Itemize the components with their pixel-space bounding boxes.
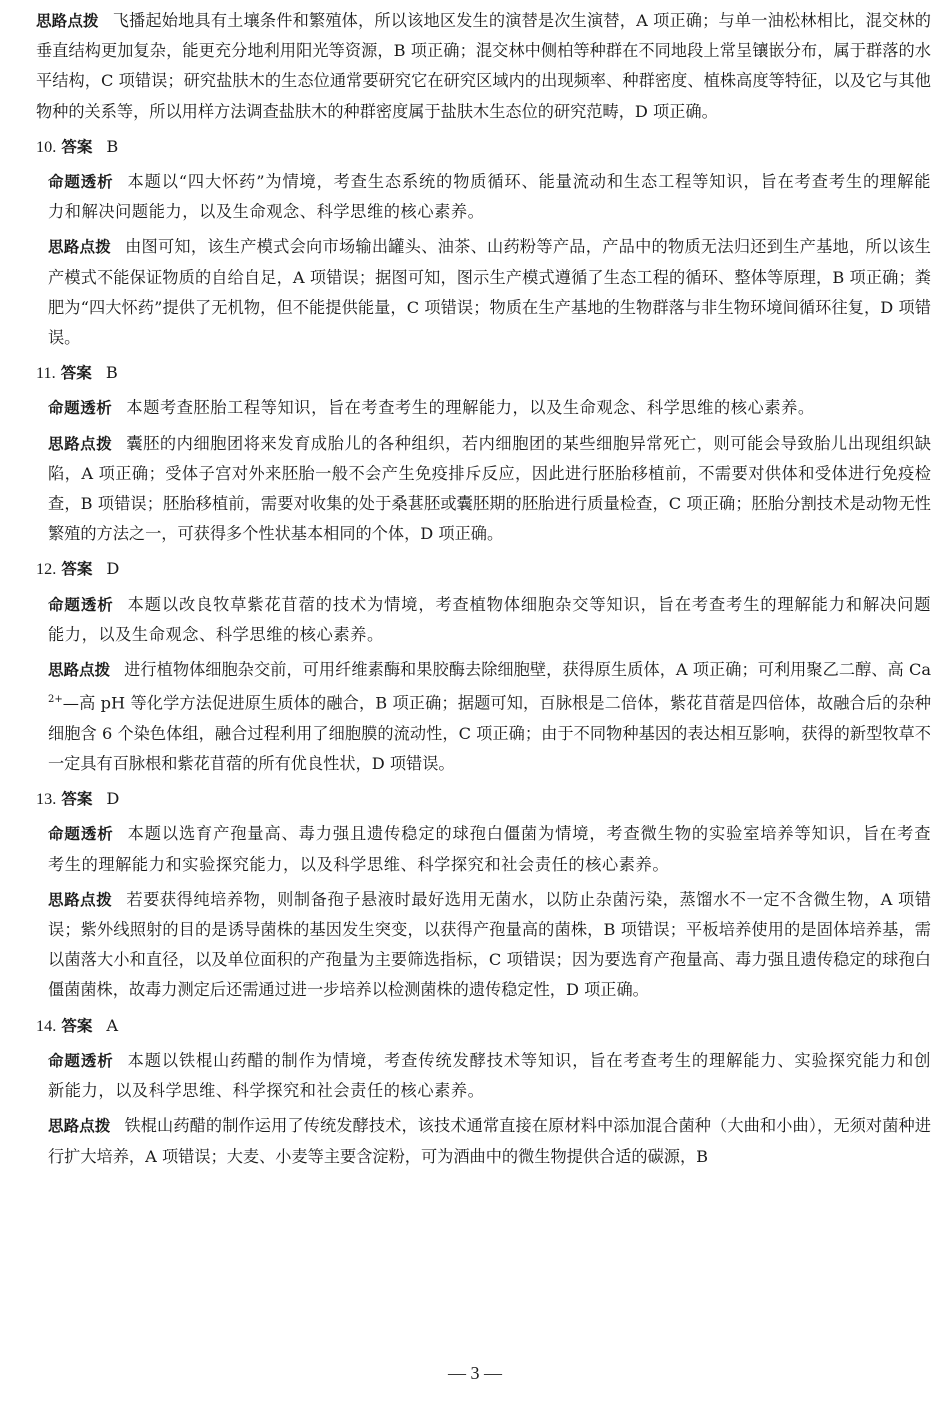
intro-text: 本题以“四大怀药”为情境，考查生态系统的物质循环、能量流动和生态工程等知识，旨在考查考生的理解能力和解决问题能力，以及生命观念、科学思维的核心素养。 [48,172,931,222]
intro-paragraph [36,1046,931,1106]
hint-text-part-a: 进行植物体细胞杂交前，可用纤维素酶和果胶酶去除细胞壁，获得原生质体，A 项正确；可利用聚乙二醇、高 Ca [124,660,931,680]
answer-label: 答案 [61,137,93,156]
question-number: 14. [36,1016,57,1035]
question-number: 12. [36,560,57,579]
hint-text: 若要获得纯培养物，则制备孢子悬液时最好选用无菌水，以防止杂菌污染，蒸馏水不一定不含微生物，A 项错误；紫外线照射的目的是诱导菌株的基因发生突变，以获得产孢量高的菌株，B 项错误；平板培养使用的是固体培养基，需以菌落大小和直径，以及单位面积的产孢量为主要筛选指标，C 项错误；因为要选育产孢量高、毒力强且遗传稳定的球孢白僵菌菌株，故毒力测定后还需通过进一步培养以检测菌株的遗传稳定性，D 项正确。 [48,889,931,1000]
intro-text: 本题以铁棍山药醋的制作为情境，考查传统发酵技术等知识，旨在考查考生的理解能力、实验探究能力和创新能力，以及科学思维、科学探究和社会责任的核心素养。 [48,1050,931,1101]
intro-paragraph [36,167,931,227]
question-number: 13. [36,790,57,809]
answer-label: 答案 [60,364,92,383]
answer-label: 答案 [61,1016,93,1035]
intro-label: 命题透析 [48,1051,114,1070]
page-number: — 3 — [448,1363,502,1383]
answer-label: 答案 [61,790,93,809]
answer-line [36,358,931,388]
hint-paragraph [36,885,931,1006]
intro-label: 命题透析 [48,825,114,844]
intro-label: 命题透析 [48,173,114,192]
hint-label: 思路点拨 [48,661,111,680]
question-number: 11. [36,364,56,383]
intro-paragraph [36,590,931,650]
hint-text-part-b: —高 pH 等化学方法促进原生质体的融合，B 项正确；据题可知，百脉根是二倍体，紫花苜蓿是四倍体，故融合后的杂种细胞含 6 个染色体组，融合过程利用了细胞膜的流动性，C 项正确；由于不同物种基因的表达相互影响，获得的新型牧草不一定具有百脉根和紫花苜蓿的所有优良性状，D 项错误。 [48,693,931,774]
answer-value: D [106,559,120,579]
answer-value: B [105,363,118,383]
answer-line [36,132,931,162]
document-page [36,6,931,1177]
hint-text: 囊胚的内细胞团将来发育成胎儿的各种组织，若内细胞团的某些细胞异常死亡，则可能会导致胎儿出现组织缺陷，A 项正确；受体子宫对外来胚胎一般不会产生免疫排斥反应，因此进行胚胎移植前，不需要对供体和受体进行免疫检查，B 项错误；胚胎移植前，需要对收集的处于桑葚胚或囊胚期的胚胎进行质量检查，C 项正确；胚胎分割技术是动物无性繁殖的方法之一，可获得多个性状基本相同的个体，D 项正确。 [48,433,931,544]
hint-paragraph [36,1111,931,1171]
hint-label: 思路点拨 [36,12,99,30]
question-number: 10. [36,137,57,156]
hint-paragraph [36,655,931,779]
hint-paragraph [36,232,931,353]
hint-label: 思路点拨 [48,890,113,909]
intro-text: 本题考查胚胎工程等知识，旨在考查考生的理解能力，以及生命观念、科学思维的核心素养。 [126,398,815,418]
answer-label: 答案 [61,560,93,579]
intro-label: 命题透析 [48,399,113,418]
hint-paragraph [36,429,931,550]
answer-value: A [106,1015,119,1035]
intro-text: 本题以改良牧草紫花苜蓿的技术为情境，考查植物体细胞杂交等知识，旨在考查考生的理解能力和解决问题能力，以及生命观念、科学思维的核心素养。 [48,594,931,644]
hint-label: 思路点拨 [48,238,112,257]
intro-text: 本题以选育产孢量高、毒力强且遗传稳定的球孢白僵菌为情境，考查微生物的实验室培养等知识，旨在考查考生的理解能力和实验探究能力，以及科学思维、科学探究和社会责任的核心素养。 [48,824,931,874]
hint-label: 思路点拨 [48,1117,111,1136]
superscript-charge: 2+ [48,694,63,706]
intro-label: 命题透析 [48,595,114,614]
intro-paragraph [36,393,931,423]
answer-value: B [106,136,119,156]
hint-text: 由图可知，该生产模式会向市场输出罐头、油茶、山药粉等产品，产品中的物质无法归还到生产基地，所以该生产模式不能保证物质的自给自足，A 项错误；据图可知，图示生产模式遵循了生态工程的循环、整体等原理，B 项正确；粪肥为“四大怀药”提供了无机物，但不能提供能量，C 项错误；物质在生产基地的生物群落与非生物环境间循环往复，D 项错误。 [48,237,931,348]
hint-label: 思路点拨 [48,434,113,453]
intro-paragraph [36,819,931,879]
answer-line [36,1011,931,1041]
hint-text: 飞播起始地具有土壤条件和繁殖体，所以该地区发生的演替是次生演替，A 项正确；与单一油松林相比，混交林的垂直结构更加复杂，能更充分地利用阳光等资源，B 项正确；混交林中侧柏等种群在不同地段上常呈镶嵌分布，属于群落的水平结构，C 项错误；研究盐肤木的生态位通常要研究它在研究区域内的出现频率、种群密度、植株高度等特征，以及它与其他物种的关系等，所以用样方法调查盐肤木的种群密度属于盐肤木生态位的研究范畴，D 项正确。 [36,11,931,121]
answer-value: D [106,789,120,809]
hint-text: 铁棍山药醋的制作运用了传统发酵技术，该技术通常直接在原材料中添加混合菌种（大曲和小曲），无须对菌种进行扩大培养，A 项错误；大麦、小麦等主要含淀粉，可为酒曲中的微生物提供合适的碳源，B [48,1116,931,1166]
answer-line [36,554,931,584]
hint-paragraph [36,6,931,127]
answer-line [36,784,931,814]
